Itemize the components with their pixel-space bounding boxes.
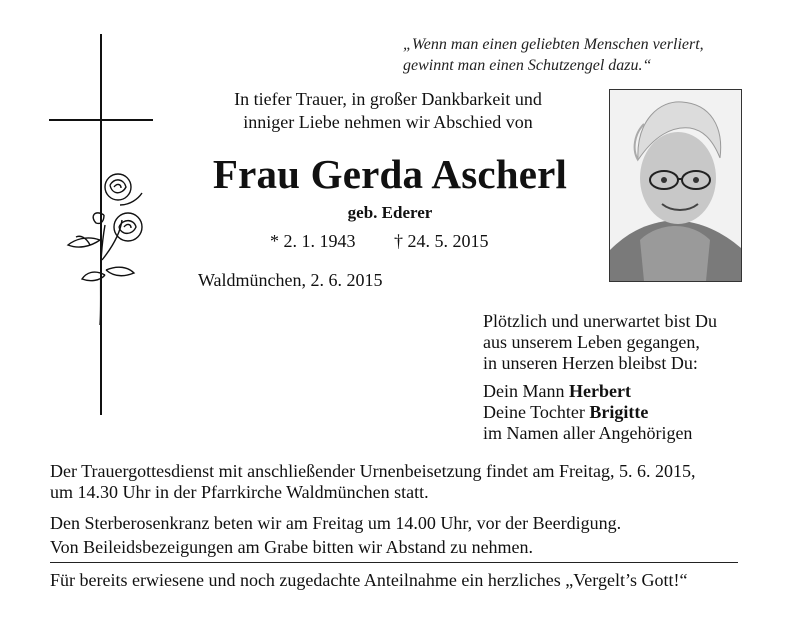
mourner-prefix: Dein Mann (483, 381, 569, 401)
service-line: um 14.30 Uhr in der Pfarrkirche Waldmünchen statt. (50, 482, 429, 502)
farewell-line: in unseren Herzen bleibst Du: (483, 353, 698, 373)
quote-line: „Wenn man einen geliebten Menschen verliert, (403, 36, 704, 53)
life-dates (270, 231, 489, 252)
deceased-name: Frau Gerda Ascherl (212, 151, 568, 197)
rose-icon (60, 165, 155, 335)
maiden-name: geb. Ederer (347, 203, 433, 222)
mourner-others: im Namen aller Angehörigen (483, 423, 693, 443)
quote (403, 34, 743, 76)
intro-line: inniger Liebe nehmen wir Abschied von (243, 112, 533, 132)
husband-name: Herbert (568, 381, 631, 401)
condolence-note: Von Beileidsbezeigungen am Grabe bitten wir Abstand zu nehmen. (50, 537, 534, 557)
quote-line: gewinnt man einen Schutzengel dazu.“ (403, 57, 652, 74)
place-date: Waldmünchen, 2. 6. 2015 (198, 270, 383, 290)
service-line: Der Trauergottesdienst mit anschließender Urnenbeisetzung findet am Freitag, 5. 6. 2015, (50, 461, 696, 481)
birth-date: * 2. 1. 1943 (270, 231, 356, 251)
thanks-note: Für bereits erwiesene und noch zugedachte Anteilnahme ein herzliches „Vergelt’s Gott!“ (50, 570, 688, 590)
farewell-line: Plötzlich und unerwartet bist Du (483, 311, 717, 331)
divider (50, 562, 738, 563)
mourner-daughter (483, 402, 692, 423)
mourners (483, 381, 692, 444)
portrait-photo (609, 89, 742, 282)
intro-text (198, 88, 578, 134)
rosary-info: Den Sterberosenkranz beten wir am Freitag um 14.00 Uhr, vor der Beerdigung. (50, 513, 622, 533)
death-date: † 24. 5. 2015 (394, 231, 489, 251)
farewell-line: aus unserem Leben gegangen, (483, 332, 700, 352)
intro-line: In tiefer Trauer, in großer Dankbarkeit und (234, 89, 542, 109)
mourner-husband (483, 381, 692, 402)
farewell-text (483, 311, 717, 374)
service-info (50, 461, 770, 503)
mourner-prefix: Deine Tochter (483, 402, 590, 422)
daughter-name: Brigitte (589, 402, 649, 422)
